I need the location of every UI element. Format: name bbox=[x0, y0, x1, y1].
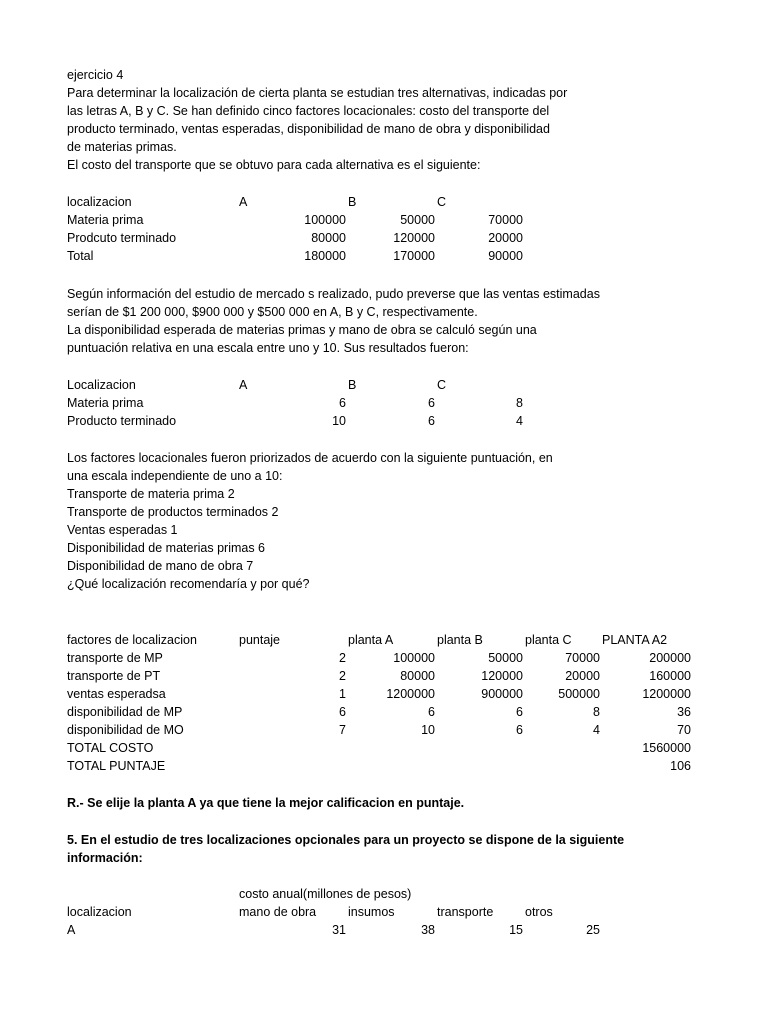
paragraph-line: Ventas esperadas 1 bbox=[67, 523, 178, 537]
table-cell: Total bbox=[67, 249, 94, 263]
table-cell: 2 bbox=[339, 669, 346, 683]
table-cell: 7 bbox=[339, 723, 346, 737]
table-cell: 6 bbox=[339, 705, 346, 719]
table-header-cell: localizacion bbox=[67, 195, 132, 209]
table-cell: disponibilidad de MO bbox=[67, 723, 184, 737]
paragraph-line: Transporte de productos terminados 2 bbox=[67, 505, 279, 519]
table-cell: 8 bbox=[516, 396, 523, 410]
table-header-cell: transporte bbox=[437, 905, 494, 919]
table-header-cell: mano de obra bbox=[239, 905, 317, 919]
table-cell: Materia prima bbox=[67, 213, 144, 227]
table-header-cell: insumos bbox=[348, 905, 395, 919]
table-cell: 38 bbox=[421, 923, 435, 937]
paragraph-line: serían de $1 200 000, $900 000 y $500 000 en A, B y C, respectivamente. bbox=[67, 305, 478, 319]
table-cell: 6 bbox=[428, 396, 435, 410]
intro-line: de materias primas. bbox=[67, 140, 177, 154]
table-cell: 25 bbox=[586, 923, 600, 937]
table-cell: 100000 bbox=[393, 651, 435, 665]
table-cell: ventas esperadsa bbox=[67, 687, 166, 701]
table-cell: 4 bbox=[516, 414, 523, 428]
table-cell: transporte de PT bbox=[67, 669, 161, 683]
table-cell: 70000 bbox=[565, 651, 600, 665]
table-header-cell: planta B bbox=[437, 633, 483, 647]
table-cell: 120000 bbox=[393, 231, 435, 245]
table-header-cell: C bbox=[437, 378, 447, 392]
table-cell: 6 bbox=[428, 705, 435, 719]
paragraph-line: Disponibilidad de materias primas 6 bbox=[67, 541, 266, 555]
table-cell: 170000 bbox=[393, 249, 435, 263]
table-cell: 500000 bbox=[558, 687, 600, 701]
table-cell: 36 bbox=[677, 705, 691, 719]
table-cell: 1200000 bbox=[386, 687, 435, 701]
exercise-5-line: información: bbox=[67, 851, 143, 865]
paragraph-line: Los factores locacionales fueron priorizados de acuerdo con la siguiente puntuación, en bbox=[67, 451, 553, 465]
table-cell: 8 bbox=[593, 705, 600, 719]
paragraph-line: La disponibilidad esperada de materias primas y mano de obra se calculó según una bbox=[67, 323, 537, 337]
table-cell: 6 bbox=[516, 723, 523, 737]
table-header-cell: planta A bbox=[348, 633, 394, 647]
table-header-cell: A bbox=[239, 195, 248, 209]
table-cell: Materia prima bbox=[67, 396, 144, 410]
table-cell: 100000 bbox=[304, 213, 346, 227]
paragraph-line: Transporte de materia prima 2 bbox=[67, 487, 235, 501]
table-header-cell: planta C bbox=[525, 633, 572, 647]
table-cell: 900000 bbox=[481, 687, 523, 701]
table-cell: 6 bbox=[339, 396, 346, 410]
table-cell: 10 bbox=[332, 414, 346, 428]
intro-line: producto terminado, ventas esperadas, disponibilidad de mano de obra y disponibilidad bbox=[67, 122, 550, 136]
paragraph-line: Según información del estudio de mercado s realizado, pudo preverse que las ventas estimadas bbox=[67, 287, 600, 301]
total-cost-value: 1560000 bbox=[642, 741, 691, 755]
table-cell: 31 bbox=[332, 923, 346, 937]
table-header-cell: B bbox=[348, 378, 357, 392]
table-cell: 200000 bbox=[649, 651, 691, 665]
table-cell: Prodcuto terminado bbox=[67, 231, 177, 245]
table-header-cell: factores de localizacion bbox=[67, 633, 197, 647]
table-cell: 2 bbox=[339, 651, 346, 665]
intro-line: Para determinar la localización de cierta planta se estudian tres alternativas, indicadas por bbox=[67, 86, 568, 100]
table-cell: 80000 bbox=[400, 669, 435, 683]
table-cell: 50000 bbox=[488, 651, 523, 665]
table-header-cell: puntaje bbox=[239, 633, 281, 647]
table-cell: 50000 bbox=[400, 213, 435, 227]
table-caption: costo anual(millones de pesos) bbox=[239, 887, 412, 901]
table-cell: A bbox=[67, 923, 76, 937]
table-header-cell: localizacion bbox=[67, 905, 132, 919]
total-cost-label: TOTAL COSTO bbox=[67, 741, 154, 755]
table-cell: 80000 bbox=[311, 231, 346, 245]
paragraph-line: puntuación relativa en una escala entre uno y 10. Sus resultados fueron: bbox=[67, 341, 469, 355]
table-cell: 10 bbox=[421, 723, 435, 737]
table-cell: 20000 bbox=[488, 231, 523, 245]
table-cell: Producto terminado bbox=[67, 414, 177, 428]
intro-line: las letras A, B y C. Se han definido cinco factores locacionales: costo del transporte del bbox=[67, 104, 550, 118]
paragraph-line: una escala independiente de uno a 10: bbox=[67, 469, 283, 483]
table-cell: 15 bbox=[509, 923, 523, 937]
question-line: ¿Qué localización recomendaría y por qué? bbox=[67, 577, 310, 591]
answer-line: R.- Se elije la planta A ya que tiene la mejor calificacion en puntaje. bbox=[67, 796, 465, 810]
table-cell: 20000 bbox=[565, 669, 600, 683]
exercise-5-line: 5. En el estudio de tres localizaciones opcionales para un proyecto se dispone de la siguiente bbox=[67, 833, 625, 847]
table-cell: 120000 bbox=[481, 669, 523, 683]
table-cell: 180000 bbox=[304, 249, 346, 263]
total-score-value: 106 bbox=[670, 759, 691, 773]
table-cell: 70 bbox=[677, 723, 691, 737]
exercise-4-heading: ejercicio 4 bbox=[67, 68, 124, 82]
table-cell: 1 bbox=[339, 687, 346, 701]
total-score-label: TOTAL PUNTAJE bbox=[67, 759, 166, 773]
table-header-cell: PLANTA A2 bbox=[602, 633, 668, 647]
table-cell: 90000 bbox=[488, 249, 523, 263]
table-cell: disponibilidad de MP bbox=[67, 705, 183, 719]
table-cell: 4 bbox=[593, 723, 600, 737]
table-cell: 1200000 bbox=[642, 687, 691, 701]
table-header-cell: C bbox=[437, 195, 447, 209]
table-cell: 6 bbox=[516, 705, 523, 719]
table-cell: transporte de MP bbox=[67, 651, 163, 665]
table-header-cell: Localizacion bbox=[67, 378, 136, 392]
table-cell: 6 bbox=[428, 414, 435, 428]
table-cell: 70000 bbox=[488, 213, 523, 227]
table-cell: 160000 bbox=[649, 669, 691, 683]
table-header-cell: otros bbox=[525, 905, 553, 919]
intro-line: El costo del transporte que se obtuvo para cada alternativa es el siguiente: bbox=[67, 158, 481, 172]
table-header-cell: A bbox=[239, 378, 248, 392]
table-header-cell: B bbox=[348, 195, 357, 209]
paragraph-line: Disponibilidad de mano de obra 7 bbox=[67, 559, 254, 573]
